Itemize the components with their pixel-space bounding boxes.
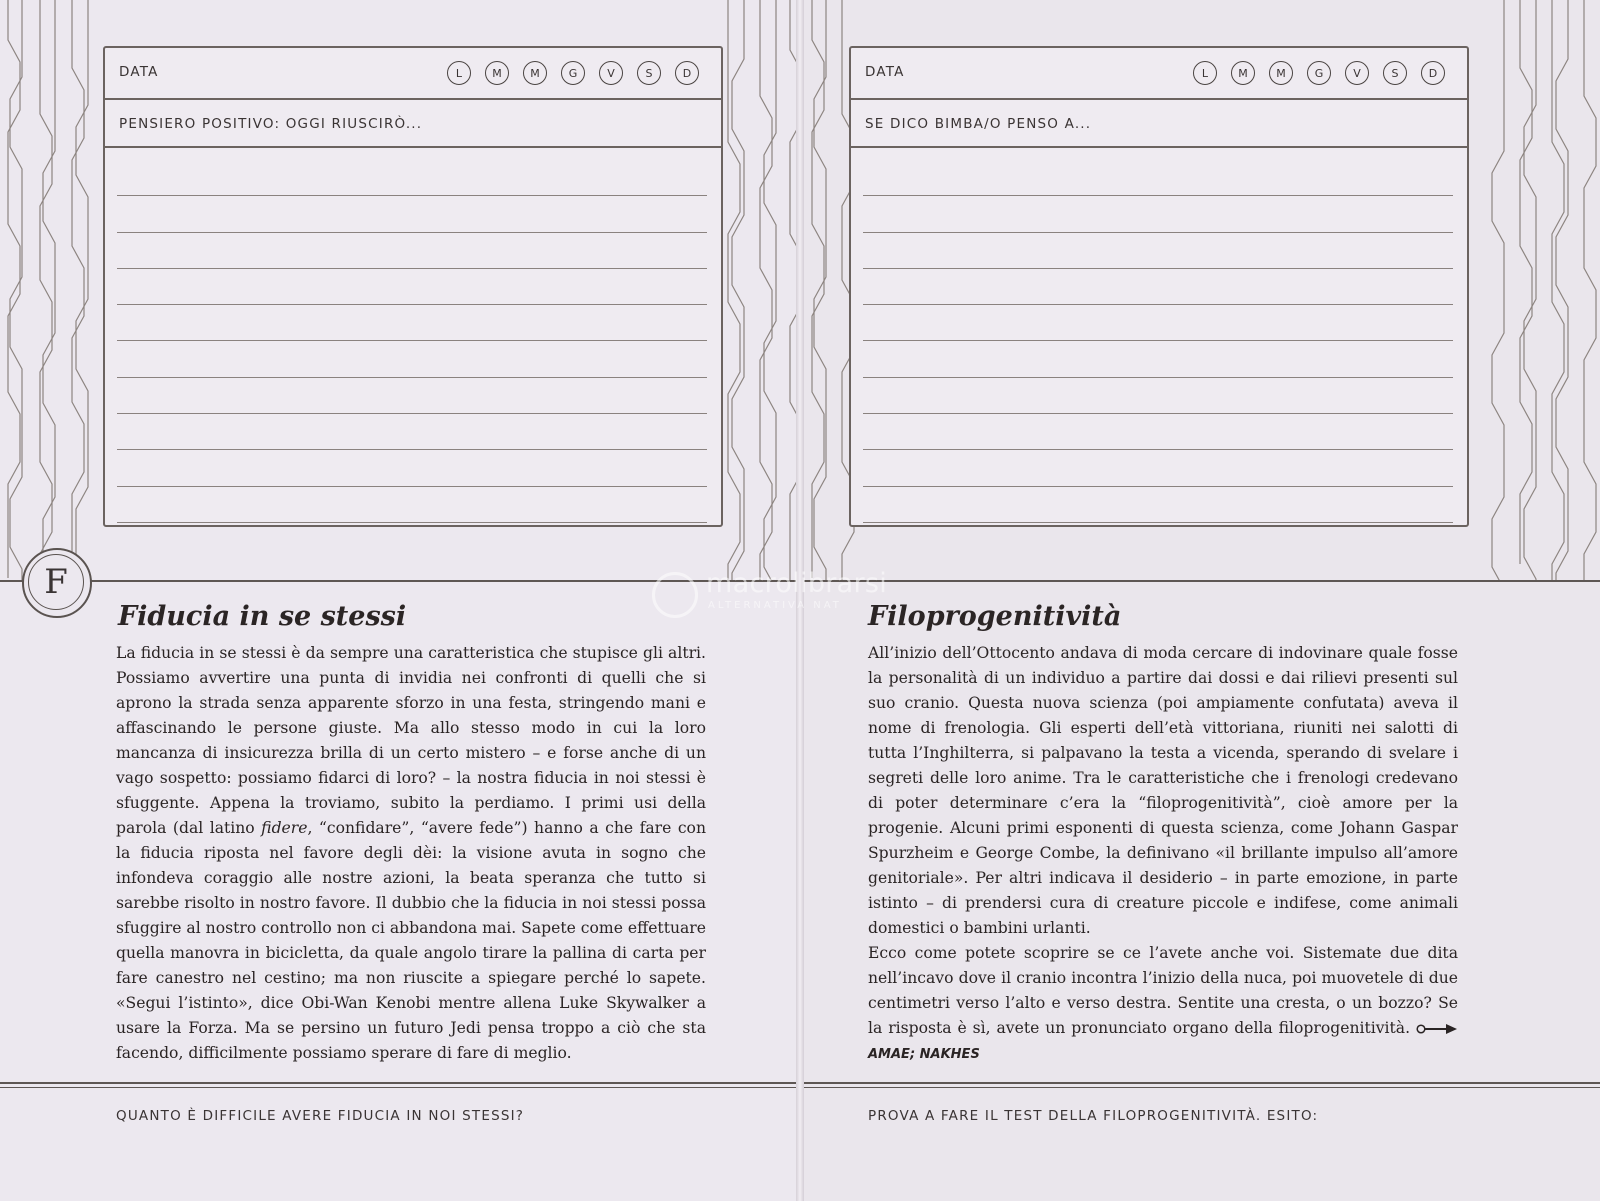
entry-body xyxy=(116,641,706,1066)
writing-lines[interactable] xyxy=(117,160,707,523)
date-label: DATA xyxy=(865,64,905,80)
footer-rule xyxy=(800,1082,1600,1084)
date-label: DATA xyxy=(119,64,159,80)
footer-question: QUANTO È DIFFICILE AVERE FIDUCIA IN NOI STESSI? xyxy=(116,1108,525,1124)
journal-card xyxy=(849,46,1469,527)
watermark-logo-icon xyxy=(652,572,698,618)
monogram-letter: F xyxy=(28,554,84,610)
cross-reference-link[interactable]: AMAE; NAKHES xyxy=(868,1047,980,1062)
weekday-monday[interactable]: L xyxy=(1193,61,1217,85)
weekday-friday[interactable]: V xyxy=(1345,61,1369,85)
footer-rule xyxy=(800,1087,1600,1088)
prompt-row xyxy=(105,100,721,148)
date-row xyxy=(105,48,721,100)
entry-title: Fiducia in se stessi xyxy=(118,601,407,632)
date-row xyxy=(851,48,1467,100)
latin-term: fidere xyxy=(261,819,308,837)
body-text: , “confidare”, “avere fede”) hanno a che fare con la fiducia riposta nel favore degli dèi: la visione avuta in sogno che infondeva coraggio alle nostre azioni, la beata speranza che tutto si sarebbe risolto in nostro favore. Il dubbio che la fiducia in noi stessi possa sfuggire al nostro controllo non ci abbandona mai. Sapete come effettuare quella manovra in bicicletta, da quale angolo tirare la pallina di carta per fare canestro nel cestino; ma non riuscite a spiegare perché lo sapete. «Segui l’istinto», dice Obi-Wan Kenobi mentre allena Luke Skywalker a usare la Forza. Ma se persino un futuro Jedi pensa troppo a ciò che sta facendo, difficilmente possiamo sperare di fare di meglio. xyxy=(116,819,706,1062)
entry-body xyxy=(868,641,1458,1067)
body-paragraph: Ecco come potete scoprire se ce l’avete anche voi. Sistemate due dita nell’incavo dove il cranio incontra l’inizio della nuca, poi muovetele di due centimetri verso l’alto e verso destra. Sentite una cresta, o un bozzo? Se la risposta è sì, avete un pronunciato organo della filoprogenitività. xyxy=(868,944,1458,1037)
watermark-name: macrolibrarsi xyxy=(706,568,888,599)
weekday-wednesday[interactable]: M xyxy=(523,61,547,85)
weekday-saturday[interactable]: S xyxy=(1383,61,1407,85)
watermark-tagline: ALTERNATIVA NAT xyxy=(708,600,842,611)
journal-prompt: SE DICO BIMBA/O PENSO A... xyxy=(865,116,1092,132)
weekday-wednesday[interactable]: M xyxy=(1269,61,1293,85)
footer-rule xyxy=(0,1087,800,1088)
journal-prompt: PENSIERO POSITIVO: OGGI RIUSCIRÒ... xyxy=(119,116,423,132)
footer-question: PROVA A FARE IL TEST DELLA FILOPROGENITIVITÀ. ESITO: xyxy=(868,1108,1319,1124)
chapter-monogram xyxy=(22,548,92,618)
weekday-selector xyxy=(447,61,699,85)
weekday-monday[interactable]: L xyxy=(447,61,471,85)
body-text: La fiducia in se stessi è da sempre una caratteristica che stupisce gli altri. Possiamo avvertire una punta di invidia nei confronti di quelli che si aprono la strada senza apparente sforzo in una festa, stringendo mani e affascinando le persone giuste. Ma allo stesso modo in cui la loro mancanza di insicurezza brilla di un certo mistero – e forse anche di un vago sospetto: possiamo fidarci di loro? – la nostra fiducia in noi stessi è sfuggente. Appena la troviamo, subito la perdiamo. I primi usi della parola (dal latino xyxy=(116,644,706,837)
weekday-saturday[interactable]: S xyxy=(637,61,661,85)
weekday-thursday[interactable]: G xyxy=(561,61,585,85)
weekday-tuesday[interactable]: M xyxy=(485,61,509,85)
arrow-icon xyxy=(1416,1023,1458,1035)
watermark xyxy=(644,566,944,616)
writing-lines[interactable] xyxy=(863,160,1453,523)
weekday-thursday[interactable]: G xyxy=(1307,61,1331,85)
entry-title: Filoprogenitività xyxy=(868,601,1122,632)
weekday-sunday[interactable]: D xyxy=(1421,61,1445,85)
journal-card xyxy=(103,46,723,527)
weekday-tuesday[interactable]: M xyxy=(1231,61,1255,85)
weekday-sunday[interactable]: D xyxy=(675,61,699,85)
body-paragraph: All’inizio dell’Ottocento andava di moda cercare di indovinare quale fosse la personalità di un individuo a partire dai dossi e dai rilievi presenti sul suo cranio. Questa nuova scienza (poi ampiamente confutata) aveva il nome di frenologia. Gli esperti dell’età vittoriana, riuniti nei salotti di tutta l’Inghilterra, si palpavano la testa a vicenda, sperando di svelare i segreti delle loro anime. Tra le caratteristiche che i frenologi credevano di poter determinare c’era la “filoprogenitività”, cioè amore per la progenie. Alcuni primi esponenti di questa scienza, come Johann Gaspar Spurzheim e George Combe, la definivano «il brillante impulso all’amore genitoriale». Per altri indicava il desiderio – in parte emozione, in parte istinto – di prendersi cura di creature piccole e indifese, come animali domestici o bambini urlanti. xyxy=(868,644,1458,937)
prompt-row xyxy=(851,100,1467,148)
footer-rule xyxy=(0,1082,800,1084)
weekday-selector xyxy=(1193,61,1445,85)
weekday-friday[interactable]: V xyxy=(599,61,623,85)
